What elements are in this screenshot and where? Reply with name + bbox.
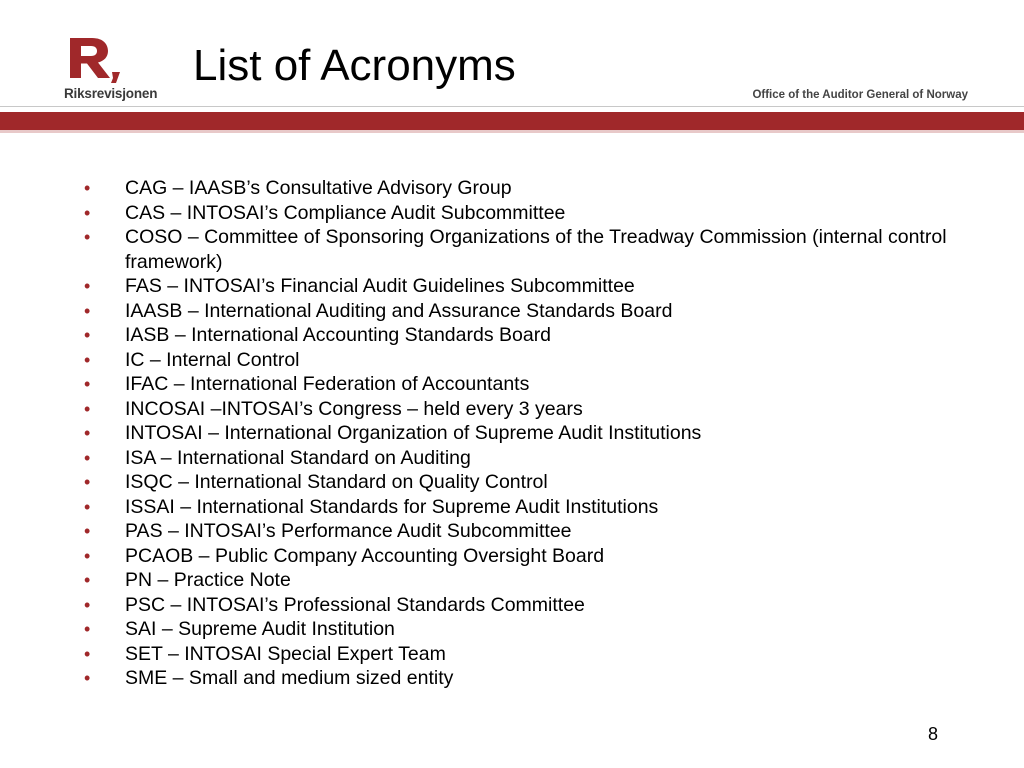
logo-r-mark-icon xyxy=(66,34,126,84)
bullet-icon: • xyxy=(84,227,91,247)
acronym-text: PAS – INTOSAI’s Performance Audit Subcommittee xyxy=(125,520,572,542)
acronym-text: SME – Small and medium sized entity xyxy=(125,667,454,689)
bullet-icon: • xyxy=(84,472,91,492)
acronym-list xyxy=(82,176,962,691)
acronym-text: SET – INTOSAI Special Expert Team xyxy=(125,642,446,665)
acronym-item xyxy=(82,446,962,471)
acronym-item xyxy=(82,617,962,642)
acronym-text: ISSAI – International Standards for Supreme Audit Institutions xyxy=(125,495,659,518)
header-divider xyxy=(0,106,1024,107)
acronym-text: SAI – Supreme Audit Institution xyxy=(125,618,395,640)
bullet-icon: • xyxy=(84,202,91,223)
acronym-item xyxy=(82,397,962,422)
bullet-icon: • xyxy=(84,276,91,296)
riksrevisjonen-logo xyxy=(64,34,174,106)
acronym-text: IC – Internal Control xyxy=(125,348,300,371)
acronym-text: PCAOB – Public Company Accounting Oversight Board xyxy=(125,544,605,567)
bullet-icon: • xyxy=(84,300,91,321)
bullet-icon: • xyxy=(84,374,91,394)
acronym-text: PN – Practice Note xyxy=(125,569,291,591)
acronym-item xyxy=(82,225,962,274)
acronym-text: IASB – International Accounting Standards Board xyxy=(125,324,552,346)
acronym-item xyxy=(82,201,962,226)
acronym-text: CAS – INTOSAI’s Compliance Audit Subcommittee xyxy=(125,201,566,224)
bullet-icon: • xyxy=(84,570,91,590)
bullet-icon: • xyxy=(84,423,91,443)
page-number: 8 xyxy=(927,724,938,744)
bullet-icon: • xyxy=(84,447,91,468)
acronym-item xyxy=(82,544,962,569)
acronym-item xyxy=(82,299,962,324)
organization-name: Office of the Auditor General of Norway xyxy=(752,89,968,101)
acronym-item xyxy=(82,421,962,446)
acronym-text: INTOSAI – International Organization of Supreme Audit Institutions xyxy=(125,422,702,444)
acronym-item xyxy=(82,666,962,691)
bullet-icon: • xyxy=(84,496,91,517)
acronym-text: IAASB – International Auditing and Assurance Standards Board xyxy=(125,299,673,322)
page-title: List of Acronyms xyxy=(193,41,516,90)
acronym-item xyxy=(82,593,962,618)
acronym-text: COSO – Committee of Sponsoring Organizations of the Treadway Commission (internal control framework) xyxy=(125,226,947,273)
bullet-icon: • xyxy=(84,643,91,664)
acronym-item xyxy=(82,372,962,397)
acronym-item xyxy=(82,274,962,299)
header-band-shadow xyxy=(0,130,1024,133)
bullet-icon: • xyxy=(84,521,91,541)
bullet-icon: • xyxy=(84,668,91,688)
acronym-text: CAG – IAASB’s Consultative Advisory Group xyxy=(125,177,512,199)
acronym-item xyxy=(82,495,962,520)
acronym-text: INCOSAI –INTOSAI’s Congress – held every 3 years xyxy=(125,397,583,420)
bullet-icon: • xyxy=(84,398,91,419)
acronym-text: ISQC – International Standard on Quality Control xyxy=(125,471,548,493)
acronym-item xyxy=(82,470,962,495)
bullet-icon: • xyxy=(84,594,91,615)
acronym-item xyxy=(82,519,962,544)
acronym-item xyxy=(82,176,962,201)
logo-text: Riksrevisjonen xyxy=(64,86,158,101)
acronym-item xyxy=(82,568,962,593)
bullet-icon: • xyxy=(84,545,91,566)
acronym-text: IFAC – International Federation of Accountants xyxy=(125,373,530,395)
acronym-item xyxy=(82,323,962,348)
acronym-text: ISA – International Standard on Auditing xyxy=(125,446,471,469)
bullet-icon: • xyxy=(84,325,91,345)
bullet-icon: • xyxy=(84,178,91,198)
acronym-item xyxy=(82,642,962,667)
acronym-text: FAS – INTOSAI’s Financial Audit Guidelines Subcommittee xyxy=(125,275,635,297)
bullet-icon: • xyxy=(84,619,91,639)
acronym-text: PSC – INTOSAI’s Professional Standards Committee xyxy=(125,593,585,616)
header-red-band xyxy=(0,112,1024,130)
acronym-item xyxy=(82,348,962,373)
bullet-icon: • xyxy=(84,349,91,370)
